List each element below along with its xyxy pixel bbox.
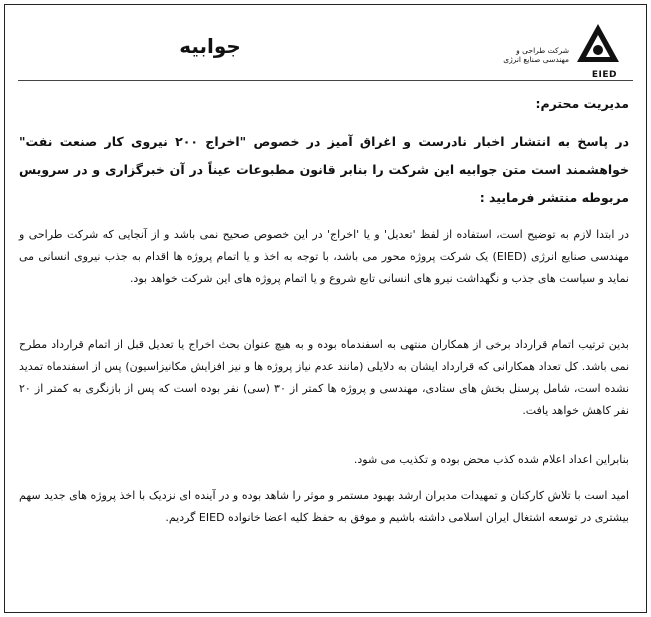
logo-emblem-icon [575,22,621,68]
salutation: مدیریت محترم: [535,96,629,111]
body-paragraph-1: در ابتدا لازم به توضیح است، استفاده از لفظ 'تعدیل' و یا 'اخراج' در این خصوص صحیح نمی باشد و از آنجایی که شرکت طراحی و مهندسی صنایع انرژی (EIED) یک شرکت پروژه محور می باشد، با توجه به اخذ و یا اتمام پروژه ها اقدام به جذب نیروی انسانی می نماید و سیاست های جذب و نگهداشت نیرو های انسانی تابع شروع و یا اتمام پروژه های این شرکت خواهد بود. [19,228,629,285]
body-paragraph-4: امید است با تلاش کارکنان و تمهیدات مدیران ارشد بهبود مستمر و موثر را شاهد بوده و در آینده ای نزدیک با اخذ پروژه های جدید سهم بیشتری در توسعه اشتغال ایران اسلامی داشته باشیم و موفق به حفظ کلیه اعضا خانواده EIED گردیم. [19,489,629,524]
intro-paragraph: در پاسخ به انتشار اخبار نادرست و اغراق آمیز در خصوص "اخراج ۲۰۰ نیروی کار صنعت نفت" خواهشمند است متن جوابیه این شرکت را بنابر قانون مطبوعات عیناً در آن خبرگزاری و در سرویس مربوطه منتشر فرمایید : [19,134,629,205]
body-paragraph-2: بدین ترتیب اتمام قرارداد برخی از همکاران منتهی به اسفندماه بوده و به هیچ عنوان بحث اخراج یا تعدیل قبل از اتمام قرارداد مطرح نمی باشد. کل تعداد همکارانی که قرارداد ایشان به دلایلی (مانند عدم نیاز پروژه ها و نیز افزایش مکانیزاسیون) پس از اسفندماه تمدید نشده است، شامل پرسنل بخش های ستادی، مهندسی و پروژه ها کمتر از ۳۰ (سی) نفر بوده است که پس از بازنگری به کمتر از ۲۰ نفر کاهش خواهد یافت. [19,338,630,417]
logo-abbreviation: EIED [591,70,617,80]
company-logo [481,20,621,80]
logo-company-name: شرکت طراحی و مهندسی صنایع انرژی [503,46,569,64]
page-title: جوابیه [179,34,241,58]
body-paragraph-3: بنابراین اعداد اعلام شده کذب محض بوده و تکذیب می شود. [353,453,629,466]
header-divider [18,80,633,81]
